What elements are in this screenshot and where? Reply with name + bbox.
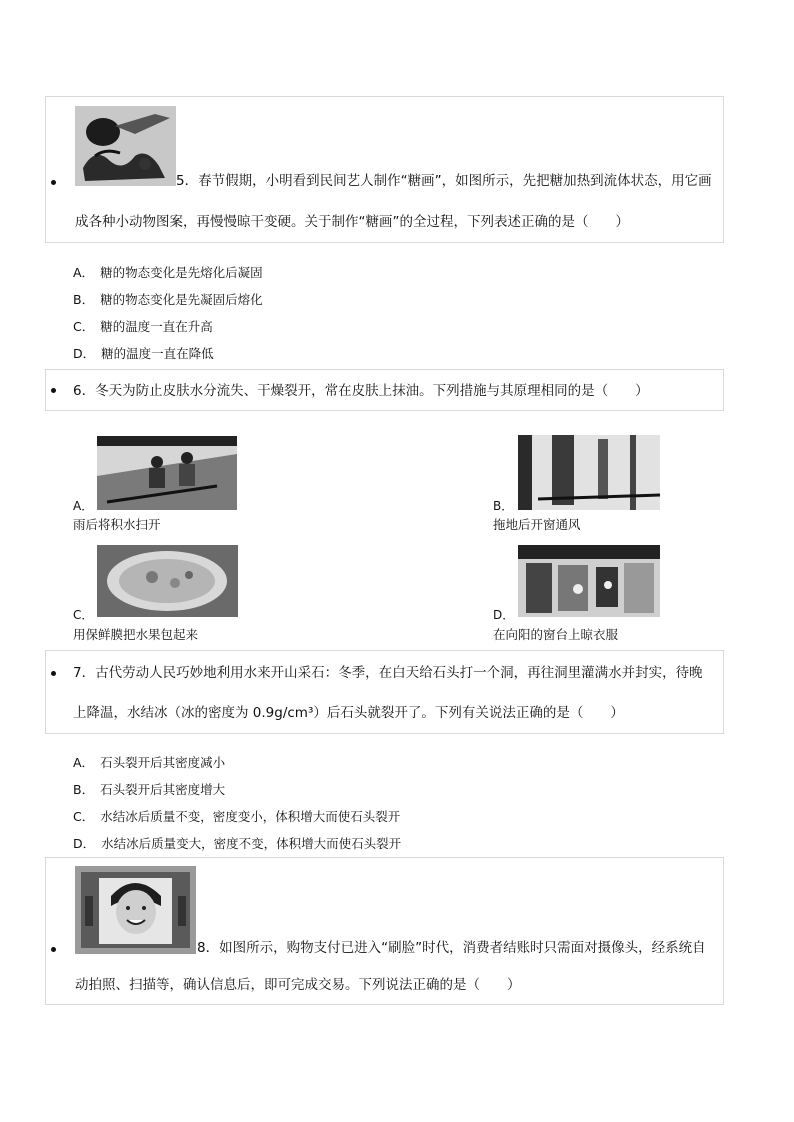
question-8-text-line2: 动拍照、扫描等，确认信息后，即可完成交易。下列说法正确的是（ ）	[75, 977, 521, 993]
q5-option-c[interactable]	[73, 319, 213, 335]
bullet	[51, 180, 56, 185]
option-letter: B．	[73, 782, 95, 797]
q7-option-c[interactable]	[73, 809, 400, 825]
option-letter: A．	[73, 755, 95, 770]
question-7-text-line1: 7．古代劳动人民巧妙地利用水来开山采石：冬季，在白天给石头打一个洞，再往洞里灌满水并封实，待晚	[73, 665, 703, 681]
option-b-caption[interactable]: 拖地后开窗通风	[493, 517, 581, 532]
option-c-caption[interactable]: 用保鲜膜把水果包起来	[73, 627, 199, 642]
option-b-letter: B．	[493, 499, 514, 513]
option-d-letter: D．	[493, 608, 515, 622]
fruit-wrap-image	[97, 545, 238, 617]
option-text: 糖的物态变化是先凝固后熔化	[100, 292, 263, 307]
option-letter: D．	[73, 836, 96, 851]
q5-option-b[interactable]	[73, 292, 263, 308]
option-letter: B．	[73, 292, 95, 307]
face-payment-image	[75, 866, 196, 954]
q5-option-d[interactable]	[73, 346, 214, 362]
q7-option-a[interactable]	[73, 755, 225, 771]
bullet	[51, 947, 56, 952]
question-7-text-line2: 上降温，水结冰（冰的密度为 0.9g/cm³）后石头就裂开了。下列有关说法正确的是（ ）	[73, 705, 624, 721]
option-c-letter: C．	[73, 608, 94, 622]
question-5-text-line2: 成各种小动物图案，再慢慢晾干变硬。关于制作“糖画”的全过程，下列表述正确的是（ ）	[75, 214, 629, 230]
option-letter: A．	[73, 265, 95, 280]
option-text: 糖的温度一直在降低	[101, 346, 214, 361]
drying-clothes-image	[518, 545, 660, 617]
option-letter: C．	[73, 809, 95, 824]
option-letter: C．	[73, 319, 95, 334]
option-text: 水结冰后质量不变，密度变小，体积增大而使石头裂开	[100, 809, 401, 824]
option-text: 石头裂开后其密度增大	[100, 782, 226, 797]
option-text: 糖的物态变化是先熔化后凝固	[100, 265, 263, 280]
question-6-text-line1: 6．冬天为防止皮肤水分流失、干燥裂开，常在皮肤上抹油。下列措施与其原理相同的是（ ）	[73, 383, 649, 399]
q7-option-d[interactable]	[73, 836, 401, 852]
q7-option-b[interactable]	[73, 782, 225, 798]
option-letter: D．	[73, 346, 96, 361]
option-d-caption[interactable]: 在向阳的窗台上晾衣服	[493, 627, 619, 642]
q5-option-a[interactable]	[73, 265, 263, 281]
option-text: 水结冰后质量变大，密度不变，体积增大而使石头裂开	[101, 836, 402, 851]
option-a-letter: A．	[73, 499, 94, 513]
sweeping-water-image	[97, 436, 237, 510]
option-a-caption[interactable]: 雨后将积水扫开	[73, 517, 161, 532]
bullet	[51, 388, 56, 393]
bullet	[51, 671, 56, 676]
mopping-floor-image	[518, 435, 660, 510]
sugar-painting-image	[75, 106, 176, 186]
option-text: 石头裂开后其密度减小	[100, 755, 226, 770]
question-8-text-line1: 8．如图所示，购物支付已进入“刷脸”时代，消费者结账时只需面对摄像头，经系统自	[197, 940, 706, 956]
question-5-text-line1: 5．春节假期，小明看到民间艺人制作“糖画”，如图所示，先把糖加热到流体状态，用它画	[176, 173, 712, 189]
option-text: 糖的温度一直在升高	[100, 319, 213, 334]
